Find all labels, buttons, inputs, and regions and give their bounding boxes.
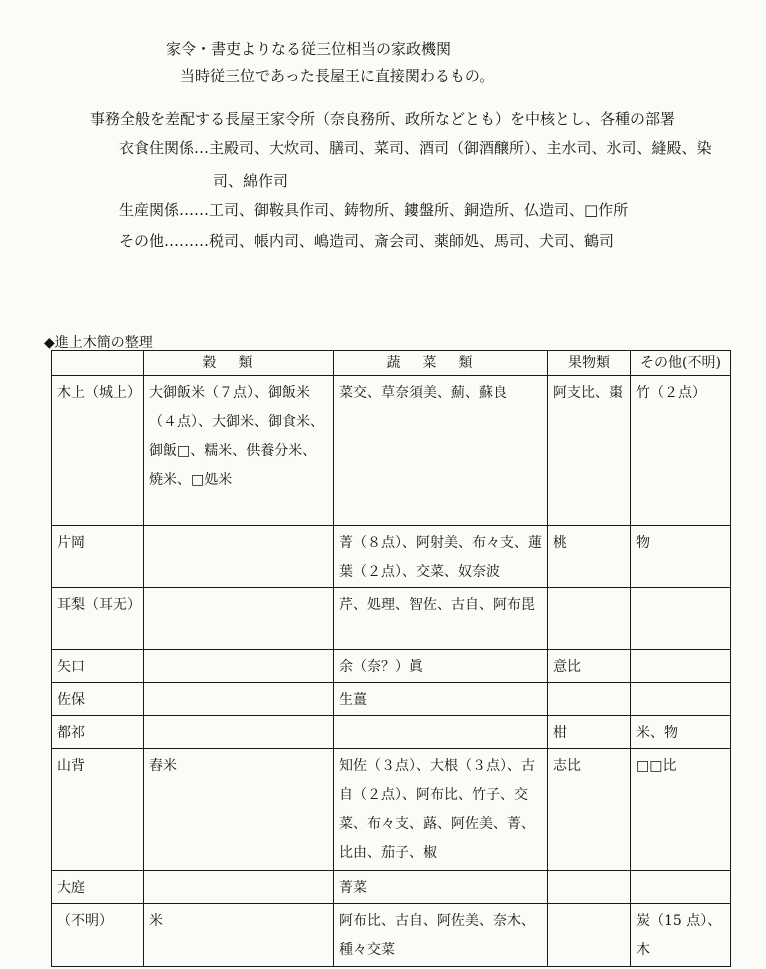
grain-cell: [144, 683, 334, 716]
other-departments-line: その他………税司、帳内司、嶋造司、斎会司、薬師処、馬司、犬司、鶴司: [119, 232, 615, 250]
vegetable-cell: [334, 716, 548, 749]
table-row: [52, 526, 731, 588]
table-row: [52, 683, 731, 716]
production-line: 生産関係……工司、御鞍具作司、鋳物所、鏤盤所、銅造所、仏造司、□作所: [119, 201, 629, 219]
fruit-cell: 桃: [548, 526, 631, 588]
grain-cell: [144, 716, 334, 749]
header-line-2: 当時従三位であった長屋王に直接関わるもの。: [180, 67, 495, 85]
grain-cell: 大御飯米（７点）、御飯米（４点）、大御米、御食米、御飯□、糯米、供養分米、焼米、□処米: [144, 376, 334, 526]
grain-cell: [144, 871, 334, 904]
fruit-cell: [548, 683, 631, 716]
other-cell: 米、物: [631, 716, 731, 749]
fruit-cell: 柑: [548, 716, 631, 749]
vegetable-cell: 菜交、草奈須美、薊、蘇良: [334, 376, 548, 526]
intro-paragraph: 事務全般を差配する長屋王家令所（奈良務所、政所などとも）を中核とし、各種の部署: [90, 110, 676, 128]
clothing-food-housing-continuation: 司、綿作司: [213, 172, 289, 190]
place-cell: 大庭: [52, 871, 144, 904]
vegetable-cell: 余（奈？）眞: [334, 650, 548, 683]
other-cell: [631, 588, 731, 650]
vegetable-cell: 生薑: [334, 683, 548, 716]
place-cell: 山背: [52, 749, 144, 871]
clothing-food-housing-line: 衣食住関係…主殿司、大炊司、膳司、菜司、酒司（御酒醸所）、主水司、氷司、縫殿、染: [119, 139, 712, 157]
other-cell: [631, 683, 731, 716]
table-row: [52, 588, 731, 650]
place-cell: 木上（城上）: [52, 376, 144, 526]
header-fruit: 果物類: [548, 351, 631, 376]
grain-cell: 米: [144, 904, 334, 967]
table-row: [52, 749, 731, 871]
other-cell: 物: [631, 526, 731, 588]
header-line-1: 家令・書吏よりなる従三位相当の家政機関: [166, 40, 452, 58]
header-other: その他(不明): [631, 351, 731, 376]
header-grain: 穀類: [144, 351, 334, 376]
fruit-cell: 阿支比、棗: [548, 376, 631, 526]
fruit-cell: [548, 871, 631, 904]
other-cell: □□比: [631, 749, 731, 871]
grain-cell: [144, 588, 334, 650]
other-cell: [631, 871, 731, 904]
fruit-cell: 志比: [548, 749, 631, 871]
table-row: [52, 904, 731, 967]
mokkan-table: [51, 350, 731, 967]
vegetable-cell: 阿布比、古自、阿佐美、奈木、種々交菜: [334, 904, 548, 967]
grain-cell: [144, 650, 334, 683]
place-cell: 佐保: [52, 683, 144, 716]
other-cell: 炭（15 点）、木: [631, 904, 731, 967]
fruit-cell: [548, 904, 631, 967]
vegetable-cell: 芹、処理、智佐、古自、阿布毘: [334, 588, 548, 650]
table-row: [52, 376, 731, 526]
place-cell: 都祁: [52, 716, 144, 749]
table-row: [52, 871, 731, 904]
table-row: [52, 716, 731, 749]
place-cell: （不明）: [52, 904, 144, 967]
section-title: ◆進上木簡の整理: [44, 335, 153, 351]
place-cell: 耳梨（耳无）: [52, 588, 144, 650]
vegetable-cell: 菁（８点）、阿射美、布々支、蓮葉（２点）、交菜、奴奈波: [334, 526, 548, 588]
header-place: [52, 351, 144, 376]
header-row: [52, 351, 731, 376]
grain-cell: [144, 526, 334, 588]
grain-cell: 舂米: [144, 749, 334, 871]
header-vegetable: 蔬菜類: [334, 351, 548, 376]
vegetable-cell: 知佐（３点）、大根（３点）、古自（２点）、阿布比、竹子、交菜、布々支、蕗、阿佐美、菁、比由、茄子、椒: [334, 749, 548, 871]
fruit-cell: [548, 588, 631, 650]
place-cell: 片岡: [52, 526, 144, 588]
other-cell: [631, 650, 731, 683]
other-cell: 竹（２点）: [631, 376, 731, 526]
place-cell: 矢口: [52, 650, 144, 683]
vegetable-cell: 菁菜: [334, 871, 548, 904]
fruit-cell: 意比: [548, 650, 631, 683]
table-row: [52, 650, 731, 683]
